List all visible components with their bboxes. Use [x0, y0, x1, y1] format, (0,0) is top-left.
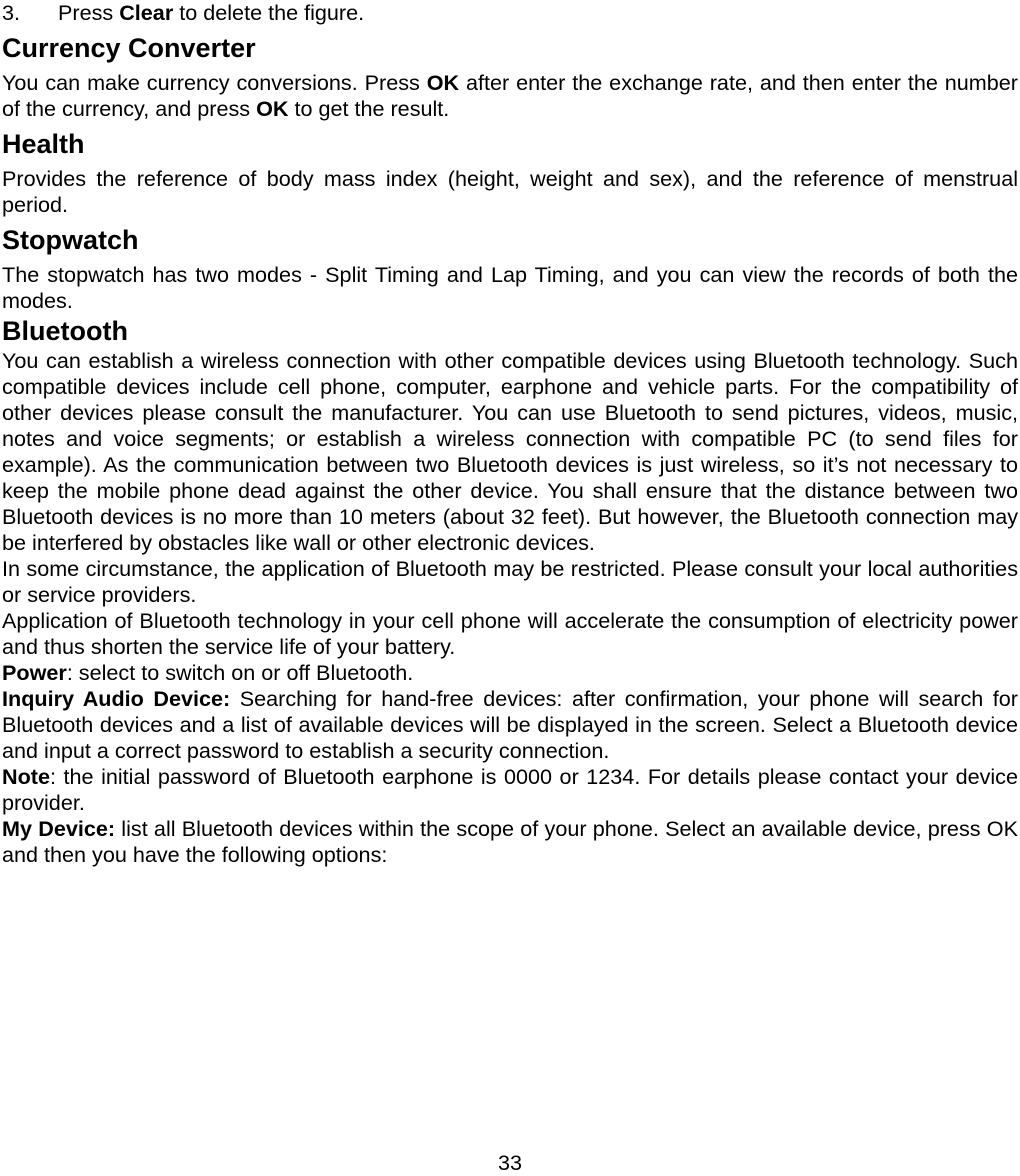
health-body: Provides the reference of body mass index (height, weight and sex), and the reference of menstrual period.	[2, 166, 1018, 217]
bluetooth-my-device: My Device: list all Bluetooth devices within the scope of your phone. Select an available device, press OK and then you have the following options:	[2, 816, 1018, 867]
bluetooth-restriction: In some circumstance, the application of Bluetooth may be restricted. Please consult your local authorities or service providers.	[2, 556, 1018, 607]
currency-converter-body: You can make currency conversions. Press OK after enter the exchange rate, and then enter the number of the currency, and press OK to get the result.	[2, 70, 1018, 121]
bluetooth-battery: Application of Bluetooth technology in your cell phone will accelerate the consumption of electricity power and thus shorten the service life of your battery.	[2, 608, 1018, 659]
ok-key-label: OK	[426, 70, 460, 95]
inquiry-label: Inquiry Audio Device:	[2, 686, 231, 711]
document-page	[2, 0, 1018, 868]
my-device-label: My Device:	[2, 816, 116, 841]
bluetooth-heading: Bluetooth	[2, 316, 128, 346]
health-heading: Health	[2, 129, 85, 159]
step-3	[2, 0, 1018, 26]
ok-key-label: OK	[256, 96, 289, 121]
step-text: Press Clear to delete the figure.	[58, 0, 365, 25]
stopwatch-body: The stopwatch has two modes - Split Timing and Lap Timing, and you can view the records of both the modes.	[2, 262, 1018, 313]
stopwatch-heading: Stopwatch	[2, 225, 139, 255]
bluetooth-note: Note: the initial password of Bluetooth earphone is 0000 or 1234. For details please contact your device provider.	[2, 764, 1018, 815]
note-label: Note	[2, 764, 50, 789]
page-number: 33	[497, 1150, 523, 1175]
bluetooth-power: Power: select to switch on or off Bluetooth.	[2, 660, 414, 685]
power-label: Power	[2, 660, 67, 685]
bluetooth-inquiry: Inquiry Audio Device: Searching for hand-free devices: after confirmation, your phone will search for Bluetooth devices and a list of available devices will be displayed in the screen. Select a Bluetooth device and input a correct password to establish a security connection.	[2, 686, 1018, 763]
currency-converter-heading: Currency Converter	[2, 33, 256, 63]
bluetooth-intro: You can establish a wireless connection with other compatible devices using Bluetooth technology. Such compatible devices include cell phone, computer, earphone and vehicle parts. For the compatibility of other devices please consult the manufacturer. You can use Bluetooth to send pictures, videos, music, notes and voice segments; or establish a wireless connection with compatible PC (to send files for example). As the communication between two Bluetooth devices is just wireless, so it’s not necessary to keep the mobile phone dead against the other device. You shall ensure that the distance between two Bluetooth devices is no more than 10 meters (about 32 feet). But however, the Bluetooth connection may be interfered by obstacles like wall or other electronic devices.	[2, 348, 1018, 555]
step-number: 3.	[2, 0, 21, 25]
clear-key-label: Clear	[119, 0, 174, 25]
